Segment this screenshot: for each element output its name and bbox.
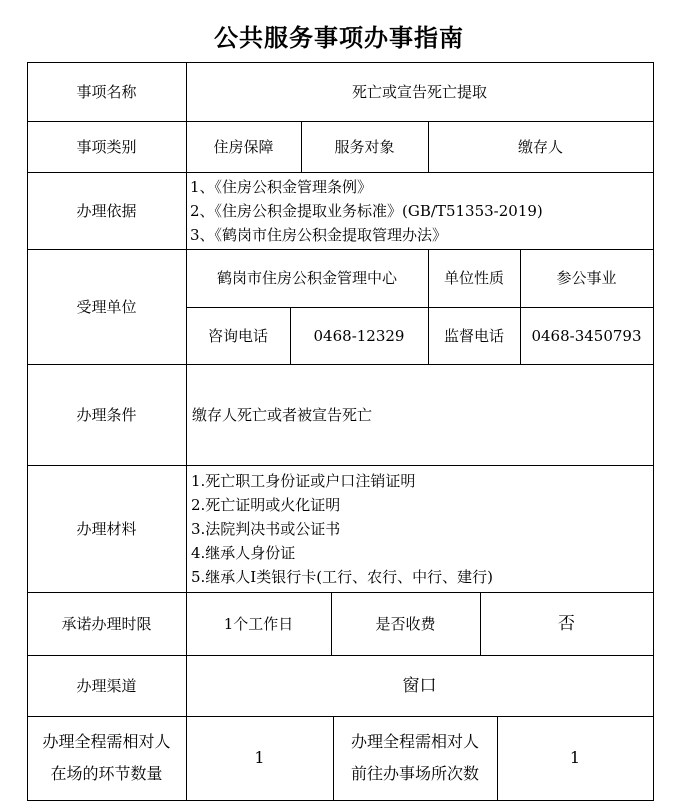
time-limit-value: 1个工作日 [223,614,294,633]
list-item: 2、《住房公积金提取业务标准》(GB/T51353-2019) [190,201,543,220]
list-item: 1.死亡职工身份证或户口注销证明 [191,471,416,490]
onsite-steps-label-line: 在场的环节数量 [50,764,163,783]
consult-phone-value: 0468-12329 [313,326,405,345]
conditions-label: 办理条件 [76,405,137,424]
basis-label: 办理依据 [76,201,137,220]
fee-label: 是否收费 [375,614,436,633]
table-border-bottom [27,800,654,801]
service-target-label: 服务对象 [334,137,395,156]
agency-label: 受理单位 [76,297,137,316]
supervise-phone-value: 0468-3450793 [531,326,642,345]
item-category-label: 事项类别 [76,137,137,156]
time-limit-label: 承诺办理时限 [61,614,152,633]
page-title: 公共服务事项办事指南 [214,24,464,52]
visit-count-label-line: 前往办事场所次数 [350,764,479,783]
materials-label: 办理材料 [76,519,137,538]
list-item: 2.死亡证明或火化证明 [191,495,341,514]
consult-phone-label: 咨询电话 [207,326,268,345]
item-name-label: 事项名称 [76,82,137,101]
supervise-phone-label: 监督电话 [443,326,504,345]
onsite-steps-label-line: 办理全程需相对人 [42,732,171,751]
list-item: 5.继承人Ⅰ类银行卡(工行、农行、中行、建行) [191,567,493,586]
fee-value: 否 [558,613,575,634]
basis-list [190,172,650,249]
service-target-value: 缴存人 [517,137,563,156]
visit-count-label [333,716,497,800]
onsite-steps-label [27,716,186,800]
materials-list [191,465,651,592]
agency-nature-value: 参公事业 [556,269,617,287]
visit-count-value: 1 [569,748,581,767]
list-item: 3.法院判决书或公证书 [191,519,341,538]
channel-label: 办理渠道 [76,676,137,695]
agency-name: 鹤岗市住房公积金管理中心 [216,269,397,287]
list-item: 4.继承人身份证 [191,543,296,562]
item-category-value: 住房保障 [213,137,274,156]
onsite-steps-value: 1 [254,748,265,767]
channel-value: 窗口 [402,675,437,696]
agency-nature-label: 单位性质 [443,269,504,287]
conditions-value: 缴存人死亡或者被宣告死亡 [192,405,373,424]
table-border-right [653,62,654,800]
item-name-value: 死亡或宣告死亡提取 [351,82,487,101]
list-item: 1、《住房公积金管理条例》 [190,177,373,196]
visit-count-label-line: 办理全程需相对人 [350,732,479,751]
list-item: 3、《鹤岗市住房公积金提取管理办法》 [190,225,448,244]
